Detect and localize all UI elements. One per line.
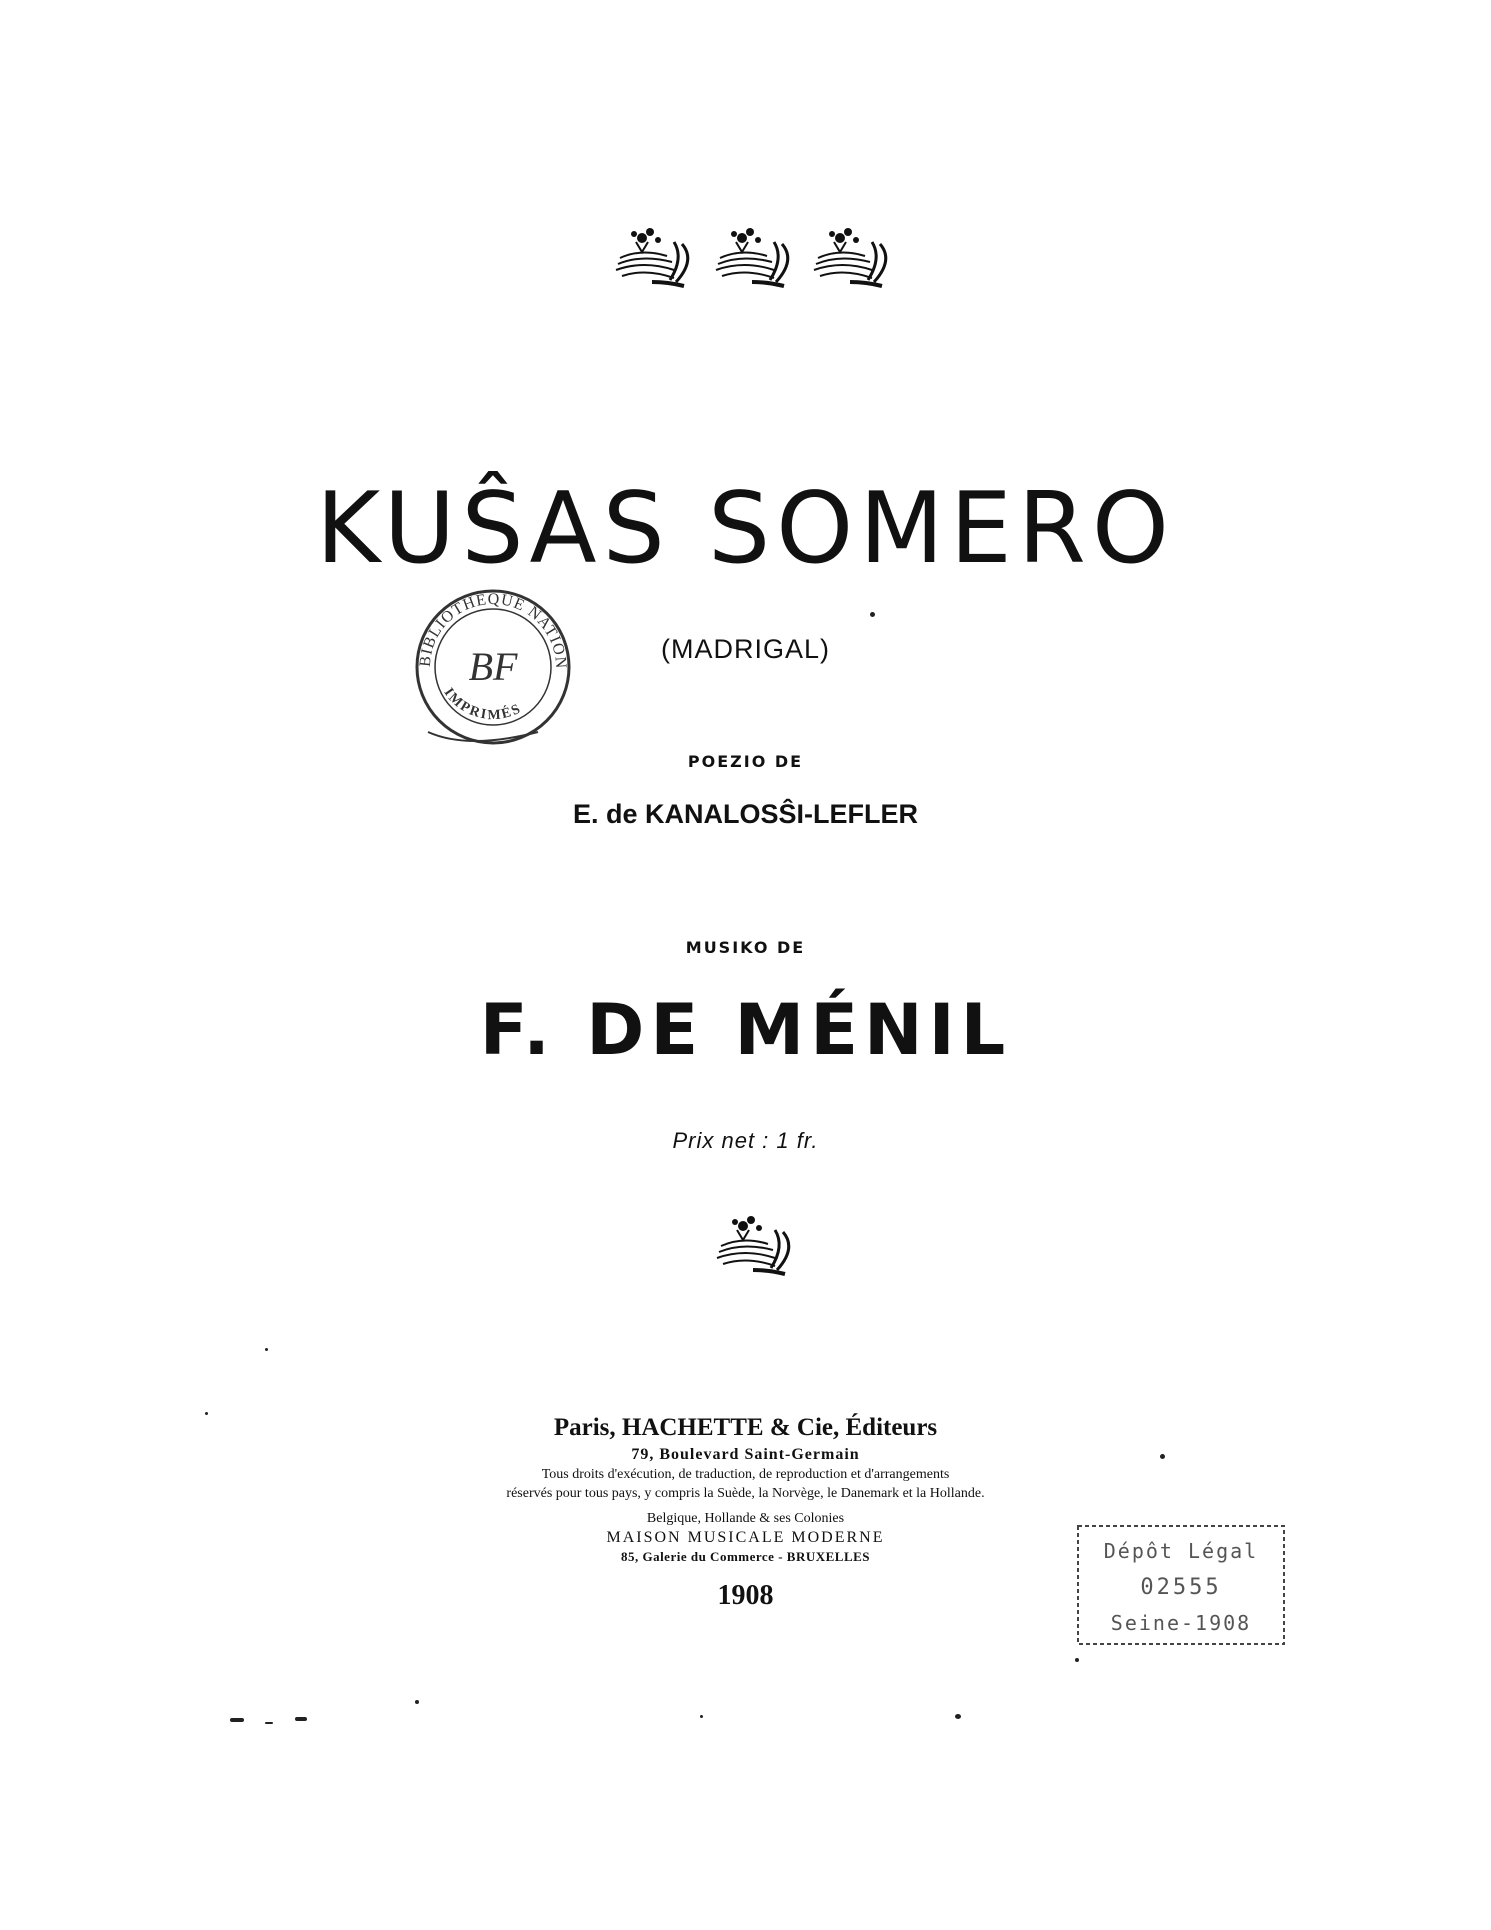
iris-flower-ornament-row-icon (610, 218, 900, 288)
depot-stamp-icon (1072, 1520, 1290, 1650)
ink-speck (295, 1717, 307, 1721)
ink-speck (955, 1714, 961, 1719)
ink-speck (1075, 1658, 1079, 1662)
composer-name: F. DE MÉNIL (479, 989, 1012, 1071)
page-title: KUŜAS SOMERO (315, 472, 1175, 586)
depot-stamp-line-2: 02555 (1140, 1575, 1222, 1600)
shop-name: MAISON MUSICALE MODERNE (606, 1529, 885, 1546)
distribution-region: Belgique, Hollande & ses Colonies (646, 1511, 845, 1526)
ink-speck (1160, 1454, 1165, 1459)
music-label: MUSIKO DE (685, 938, 806, 957)
ink-speck (415, 1700, 419, 1704)
stamp-top-text: BIBLIOTHÈQUE NATION (416, 590, 570, 670)
ink-speck (205, 1412, 208, 1415)
library-stamp-icon (408, 582, 578, 752)
price-label: Prix net : 1 fr. (672, 1128, 819, 1153)
depot-stamp-line-1: Dépôt Légal (1103, 1539, 1259, 1563)
poet-name: E. de KANALOSŜI-LEFLER (572, 799, 918, 829)
ink-speck (265, 1722, 273, 1724)
rights-notice-line-1: Tous droits d'exécution, de traduction, de reproduction et d'arrangements (541, 1467, 950, 1482)
ink-speck (265, 1348, 268, 1351)
svg-text:IMPRIMÉS (441, 686, 525, 724)
stamp-bottom-text: IMPRIMÉS (440, 685, 525, 724)
publication-year: 1908 (717, 1580, 774, 1611)
rights-notice-line-2: réservés pour tous pays, y compris la Suède, la Norvège, le Danemark et la Hollande. (506, 1486, 985, 1501)
depot-stamp-line-3: Seine-1908 (1110, 1611, 1252, 1635)
poetry-label: POEZIO DE (687, 752, 804, 771)
publisher-name: Paris, HACHETTE & Cie, Éditeurs (553, 1414, 938, 1441)
subtitle: (MADRIGAL) (660, 634, 830, 664)
stamp-monogram: BF (468, 644, 518, 689)
ink-speck (230, 1718, 244, 1722)
ink-speck (870, 612, 875, 617)
publisher-address: 79, Boulevard Saint-Germain (631, 1446, 860, 1463)
iris-flower-ornament-icon (713, 1210, 793, 1276)
ink-speck (700, 1715, 703, 1718)
iris-flower-ornament-icon (610, 218, 900, 288)
shop-address: 85, Galerie du Commerce - BRUXELLES (620, 1549, 871, 1564)
